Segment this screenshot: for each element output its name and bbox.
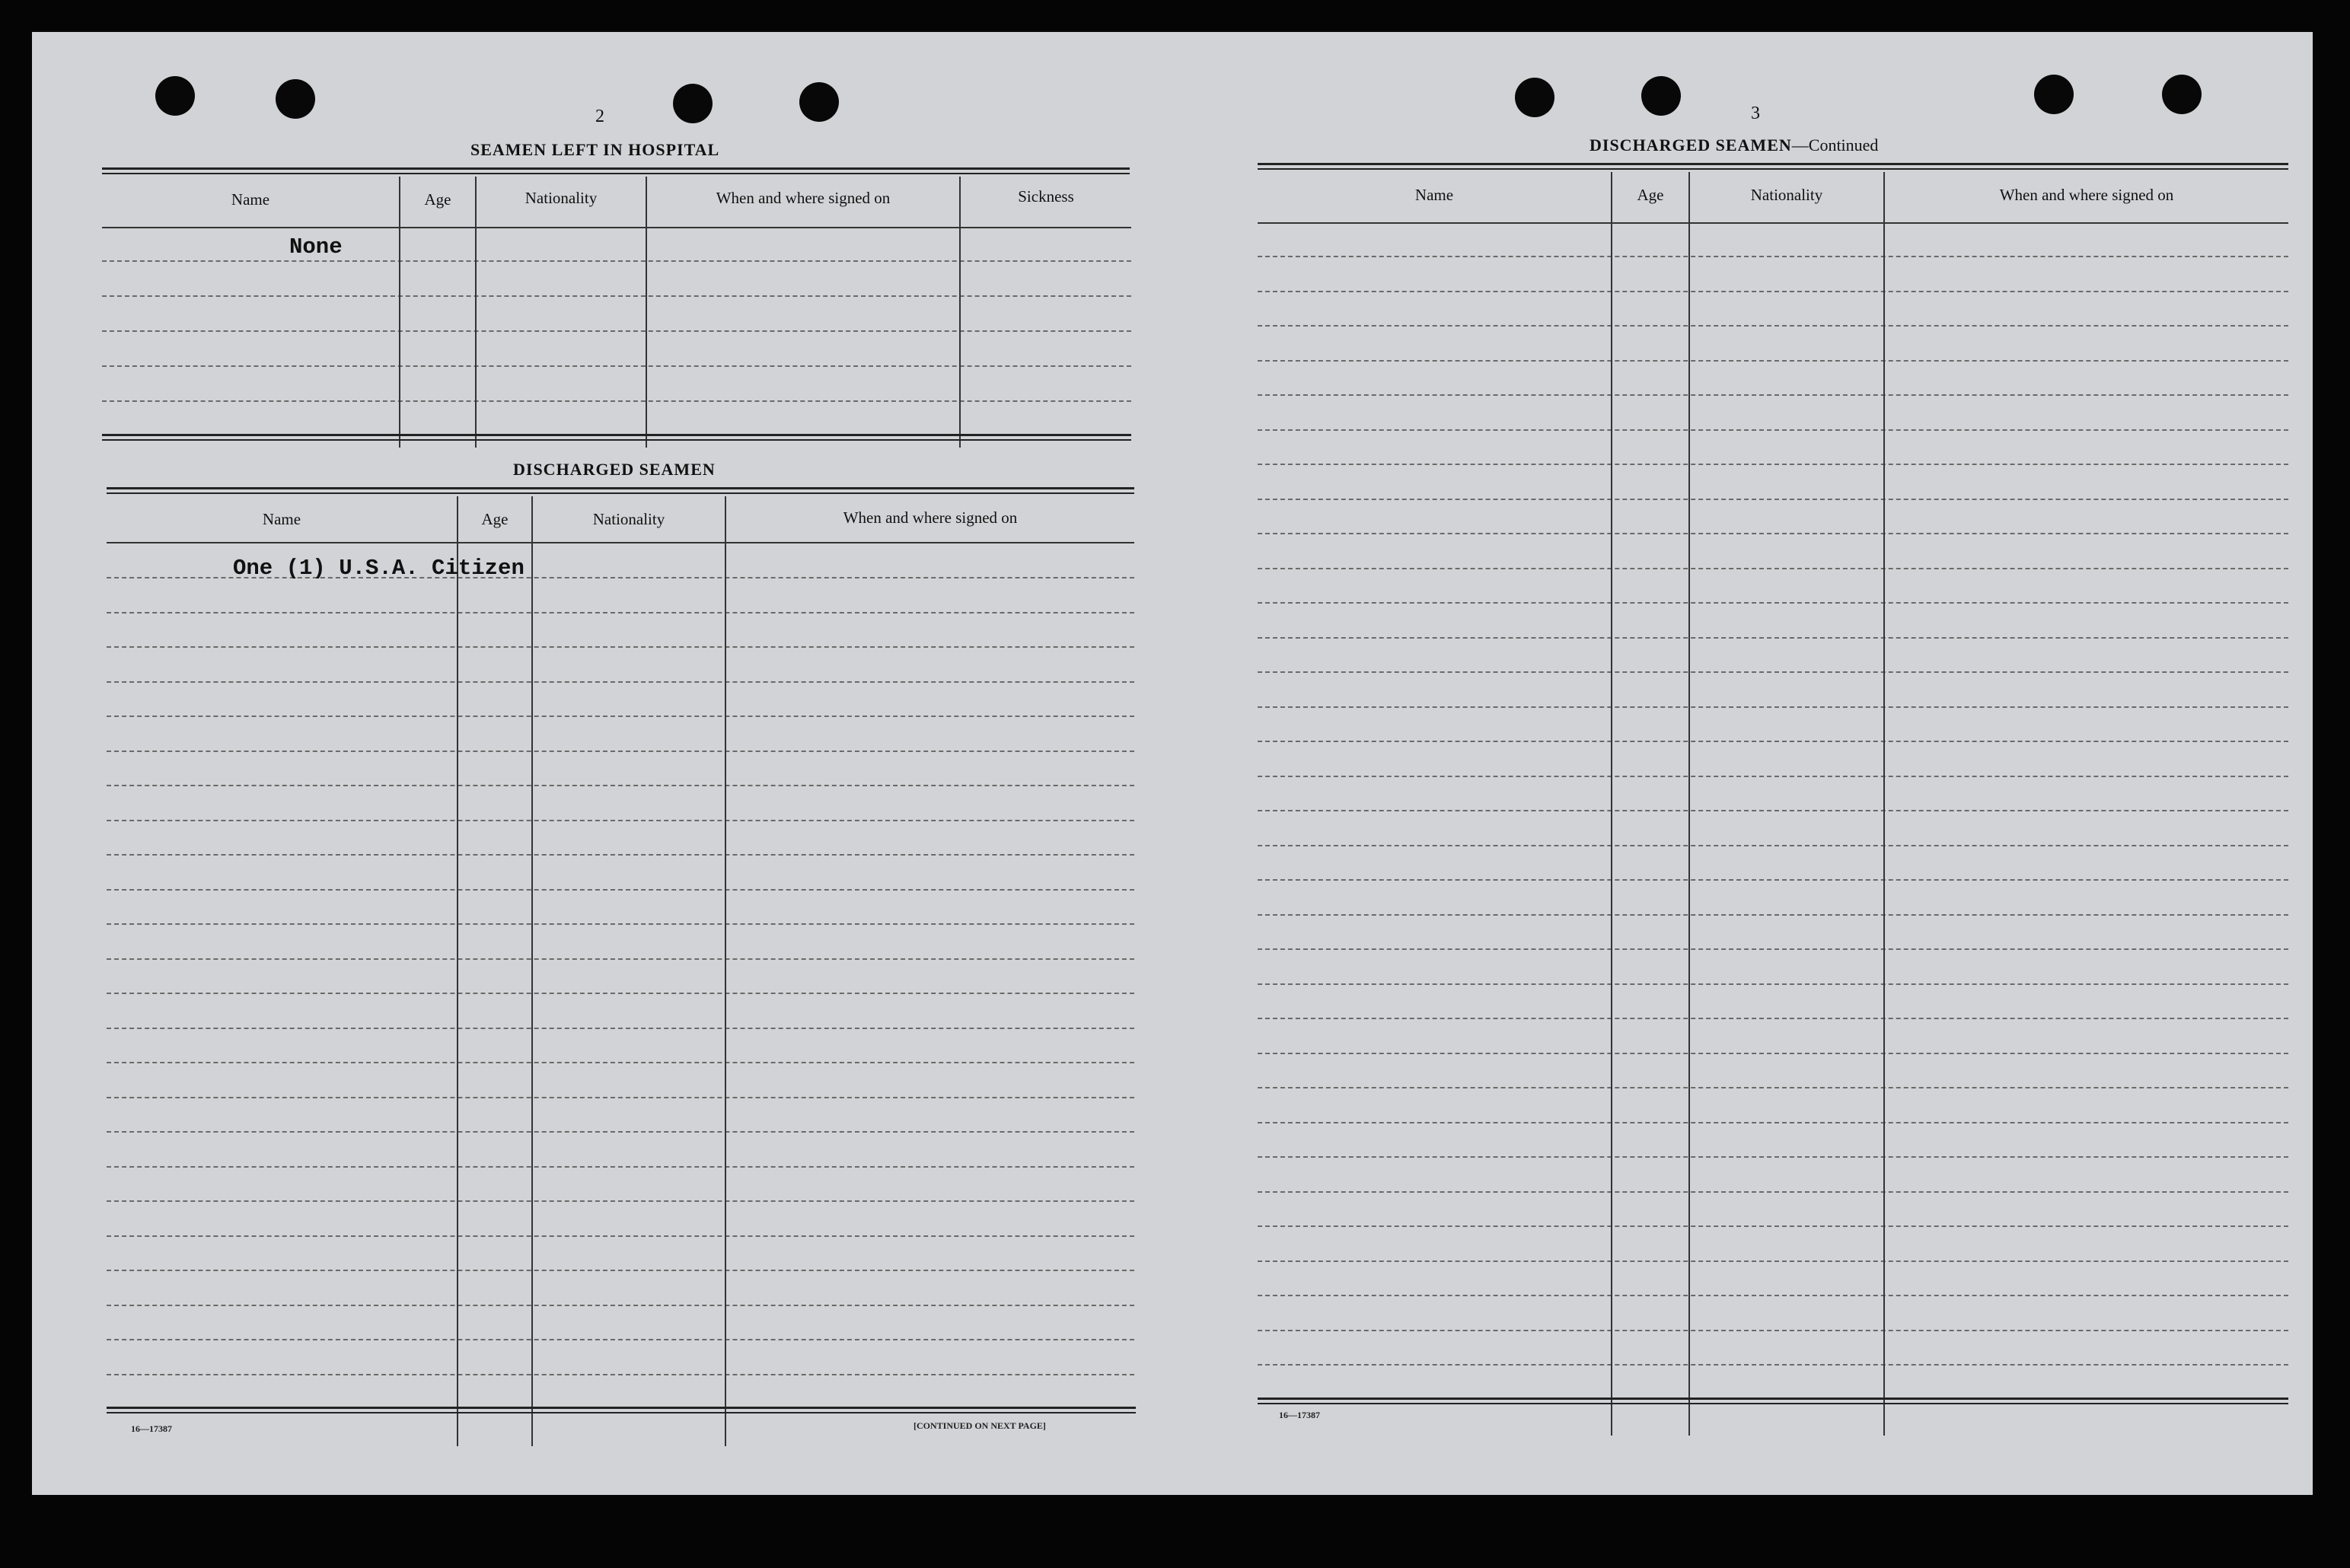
- ruled-line: [1258, 1364, 2288, 1366]
- right-title-suffix: —Continued: [1791, 135, 1879, 155]
- right-section-title: [1590, 135, 1878, 155]
- ruled-line: [1258, 1018, 2288, 1019]
- ruled-line: [107, 923, 1134, 925]
- punch-hole: [155, 76, 195, 116]
- discharged-column-divider: [531, 496, 533, 1446]
- form-number-right: 16—17387: [1279, 1410, 1320, 1420]
- ruled-line: [1258, 1122, 2288, 1123]
- scanned-document: [32, 32, 2313, 1495]
- right-bottom-rule: [1258, 1397, 2288, 1404]
- hospital-column-divider: [399, 177, 400, 448]
- right-header-age: Age: [1637, 186, 1664, 204]
- discharged-column-divider: [457, 496, 458, 1446]
- ruled-line: [107, 612, 1134, 613]
- ruled-line: [107, 1062, 1134, 1063]
- ruled-line: [1258, 1053, 2288, 1054]
- punch-hole: [2162, 75, 2202, 114]
- hospital-header-name: Name: [231, 190, 270, 209]
- punch-hole: [1515, 78, 1554, 117]
- ruled-line: [1258, 256, 2288, 257]
- ruled-line: [1258, 602, 2288, 604]
- punch-hole: [673, 84, 713, 123]
- ruled-line: [1258, 983, 2288, 985]
- ruled-line: [107, 715, 1134, 717]
- hospital-column-divider: [475, 177, 477, 448]
- discharged-entry: One (1) U.S.A. Citizen: [233, 556, 525, 581]
- hospital-column-divider: [959, 177, 961, 448]
- ruled-line: [107, 1235, 1134, 1237]
- ruled-line: [102, 365, 1131, 367]
- ruled-line: [1258, 568, 2288, 569]
- ruled-line: [1258, 810, 2288, 811]
- ruled-line: [1258, 291, 2288, 292]
- hospital-top-rule: [102, 167, 1130, 174]
- hospital-header-nationality: Nationality: [525, 189, 598, 207]
- discharged-header-name: Name: [262, 510, 301, 528]
- ruled-line: [1258, 776, 2288, 777]
- ruled-line: [1258, 464, 2288, 465]
- right-column-divider: [1688, 172, 1690, 1436]
- page-number-right: 3: [1751, 104, 1760, 123]
- ruled-line: [1258, 637, 2288, 639]
- hospital-header-signed-on: When and where signed on: [716, 189, 891, 207]
- ruled-line: [1258, 360, 2288, 362]
- right-column-divider: [1611, 172, 1612, 1436]
- ruled-line: [1258, 1191, 2288, 1193]
- ruled-line: [1258, 1260, 2288, 1262]
- ruled-line: [107, 820, 1134, 821]
- hospital-header-rule: [102, 227, 1131, 228]
- page-number-left: 2: [595, 107, 604, 126]
- ruled-line: [107, 1200, 1134, 1202]
- punch-hole: [2034, 75, 2074, 114]
- right-header-signed-on: When and where signed on: [1999, 186, 2174, 204]
- ruled-line: [107, 646, 1134, 648]
- discharged-column-divider: [725, 496, 726, 1446]
- ruled-line: [1258, 1156, 2288, 1158]
- ruled-line: [102, 260, 1131, 262]
- ruled-line: [1258, 394, 2288, 396]
- ruled-line: [102, 295, 1131, 297]
- punch-hole: [799, 82, 839, 122]
- ruled-line: [107, 1339, 1134, 1340]
- ruled-line: [1258, 1330, 2288, 1331]
- ruled-line: [1258, 1087, 2288, 1088]
- form-number-left: 16—17387: [131, 1423, 172, 1434]
- ruled-line: [1258, 429, 2288, 431]
- ruled-line: [107, 889, 1134, 891]
- hospital-section-title: SEAMEN LEFT IN HOSPITAL: [470, 140, 720, 159]
- right-title-main: DISCHARGED SEAMEN: [1590, 135, 1792, 155]
- punch-hole: [1641, 76, 1681, 116]
- ruled-line: [1258, 948, 2288, 950]
- ruled-line: [107, 1305, 1134, 1306]
- discharged-header-age: Age: [481, 510, 509, 528]
- hospital-header-age: Age: [424, 190, 451, 209]
- hospital-column-divider: [646, 177, 647, 448]
- ruled-line: [107, 1166, 1134, 1168]
- punch-hole: [276, 79, 315, 119]
- ruled-line: [107, 1028, 1134, 1029]
- ruled-line: [107, 751, 1134, 752]
- ruled-line: [1258, 845, 2288, 846]
- discharged-section-title: DISCHARGED SEAMEN: [513, 460, 716, 479]
- right-column-divider: [1883, 172, 1885, 1436]
- hospital-header-sickness: Sickness: [1018, 187, 1074, 206]
- right-header-rule: [1258, 222, 2288, 224]
- ruled-line: [107, 681, 1134, 683]
- ruled-line: [102, 330, 1131, 332]
- ruled-line: [1258, 879, 2288, 881]
- ruled-line: [1258, 671, 2288, 673]
- ruled-line: [107, 993, 1134, 994]
- ruled-line: [1258, 499, 2288, 500]
- hospital-entry-none: None: [289, 234, 343, 260]
- ruled-line: [1258, 1295, 2288, 1296]
- ruled-line: [1258, 741, 2288, 742]
- continued-note: [CONTINUED ON NEXT PAGE]: [914, 1420, 1046, 1431]
- discharged-bottom-rule: [107, 1407, 1136, 1413]
- ruled-line: [107, 1131, 1134, 1133]
- ruled-line: [102, 400, 1131, 402]
- ruled-line: [1258, 325, 2288, 327]
- ruled-line: [1258, 533, 2288, 534]
- ruled-line: [107, 958, 1134, 960]
- ruled-line: [1258, 1225, 2288, 1227]
- right-header-nationality: Nationality: [1750, 186, 1823, 204]
- ruled-line: [1258, 706, 2288, 708]
- hospital-bottom-rule: [102, 434, 1131, 441]
- ruled-line: [107, 785, 1134, 786]
- discharged-header-signed-on: When and where signed on: [843, 508, 1018, 527]
- discharged-header-nationality: Nationality: [592, 510, 665, 528]
- ruled-line: [107, 854, 1134, 856]
- ruled-line: [1258, 914, 2288, 916]
- right-top-rule: [1258, 163, 2288, 170]
- ruled-line: [107, 1374, 1134, 1375]
- ruled-line: [107, 1097, 1134, 1098]
- discharged-header-rule: [107, 542, 1134, 543]
- discharged-top-rule: [107, 487, 1134, 494]
- right-header-name: Name: [1414, 186, 1454, 204]
- ruled-line: [107, 1270, 1134, 1271]
